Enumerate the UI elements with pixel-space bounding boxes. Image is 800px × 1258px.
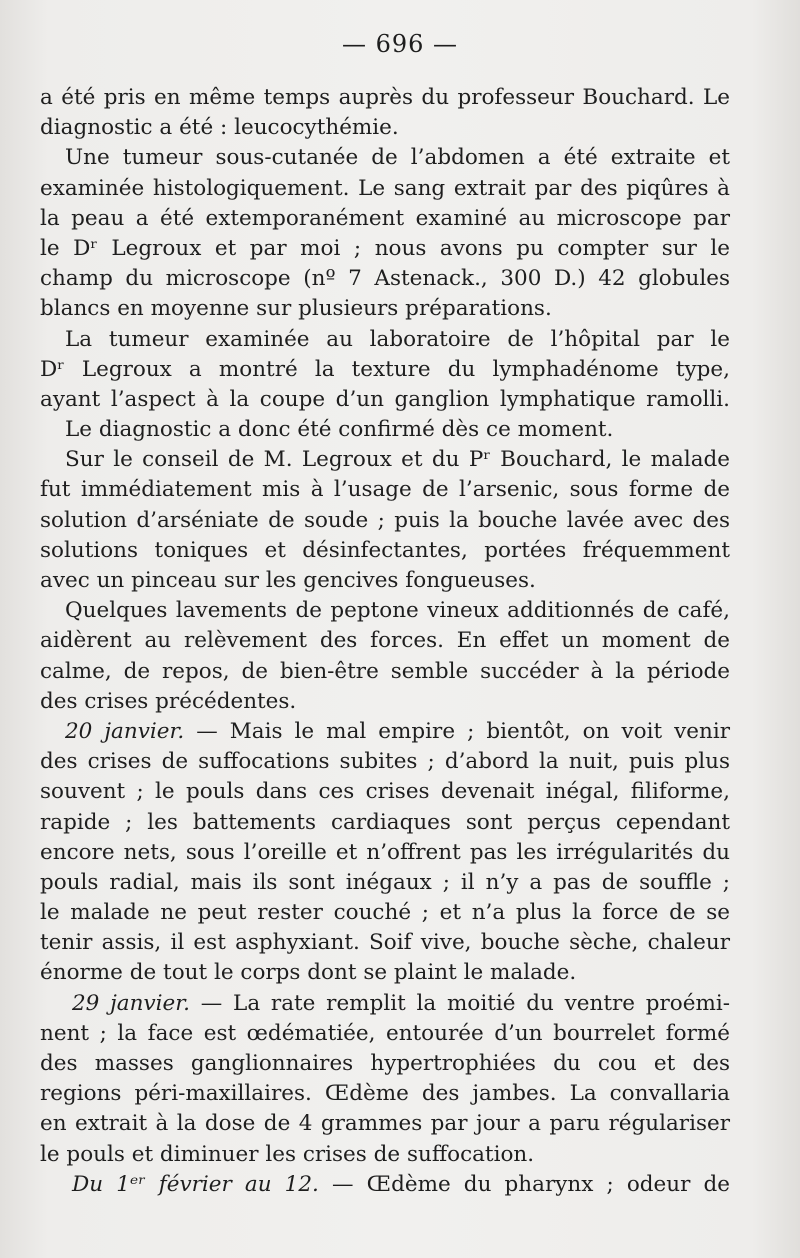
- line-text: nent ; la face est œdématiée, entourée d’un bourrelet formé: [40, 1020, 730, 1046]
- text-line: [40, 958, 730, 988]
- page-body-text: [40, 83, 730, 1200]
- line-text: Sur le conseil de M. Legroux et du Pʳ Bouchard, le malade: [65, 447, 730, 473]
- line-text: Le diagnostic a donc été confirmé dès ce moment.: [65, 417, 614, 443]
- line-text: des masses ganglionnaires hypertrophiées du cou et des: [40, 1051, 730, 1076]
- text-line: [40, 808, 730, 838]
- date-heading: Du 1ᵉʳ février au 12.: [72, 1171, 319, 1197]
- text-line: [40, 475, 730, 505]
- line-text: avec un pinceau sur les gencives fongueuses.: [40, 568, 536, 593]
- text-line: [40, 204, 730, 234]
- text-line: [40, 113, 730, 143]
- text-line: [40, 868, 730, 898]
- text-line: [40, 898, 730, 928]
- line-text: énorme de tout le corps dont se plaint le malade.: [40, 960, 577, 986]
- date-heading: 20 janvier.: [65, 718, 185, 744]
- text-line: [40, 294, 730, 324]
- line-text: Quelques lavements de peptone vineux additionnés de café,: [65, 598, 730, 624]
- text-line: [40, 325, 730, 355]
- text-line: [40, 989, 730, 1019]
- line-text: diagnostic a été : leucocythémie.: [40, 115, 399, 141]
- line-text: solution d’arséniate de soude ; puis la bouche lavée avec des: [40, 507, 730, 533]
- text-line: [40, 415, 730, 445]
- text-line: [40, 717, 730, 747]
- text-line: [40, 747, 730, 777]
- text-line: [40, 264, 730, 294]
- text-line: [40, 928, 730, 958]
- line-text: tenir assis, il est asphyxiant. Soif vive, bouche sèche, chaleur: [40, 930, 730, 956]
- line-text: pouls radial, mais ils sont inégaux ; il n’y a pas de souffle ;: [40, 869, 730, 895]
- line-text: encore nets, sous l’oreille et n’offrent pas les irrégularités du: [40, 839, 730, 865]
- text-line: [40, 777, 730, 807]
- line-text: examinée histologiquement. Le sang extrait par des piqûres à: [40, 175, 730, 201]
- line-text: le Dʳ Legroux et par moi ; nous avons pu compter sur le: [40, 235, 730, 261]
- text-line: [40, 1140, 730, 1170]
- line-text: aidèrent au relèvement des forces. En effet un moment de: [40, 628, 730, 654]
- line-text: des crises précédentes.: [40, 688, 297, 714]
- text-line: [40, 1170, 730, 1200]
- line-text: souvent ; le pouls dans ces crises devenait inégal, filiforme,: [40, 779, 730, 805]
- text-line: [40, 445, 730, 475]
- date-heading: 29 janvier.: [72, 990, 190, 1016]
- text-line: [40, 626, 730, 656]
- line-text: rapide ; les battements cardiaques sont perçus cependant: [40, 809, 730, 835]
- line-text: la peau a été extemporanément examiné au microscope par: [40, 205, 730, 231]
- text-line: [40, 1109, 730, 1139]
- page-number: — 696 —: [341, 30, 459, 58]
- line-text: Une tumeur sous-cutanée de l’abdomen a été extraite et: [65, 145, 730, 171]
- text-line: [40, 385, 730, 415]
- line-text: — Œdème du pharynx ; odeur de: [318, 1171, 731, 1197]
- line-text: a été pris en même temps auprès du professeur Bouchard. Le: [40, 85, 730, 110]
- line-text: ayant l’aspect à la coupe d’un ganglion lymphatique ramolli.: [40, 386, 730, 412]
- text-line: [40, 1049, 730, 1079]
- text-line: [40, 83, 730, 113]
- line-text: fut immédiatement mis à l’usage de l’arsenic, sous forme de: [40, 477, 730, 503]
- text-line: [40, 657, 730, 687]
- line-text: regions péri-maxillaires. Œdème des jambes. La convallaria: [40, 1081, 730, 1107]
- text-line: [40, 536, 730, 566]
- line-text: le malade ne peut rester couché ; et n’a plus la force de se: [40, 900, 730, 926]
- text-line: [40, 566, 730, 596]
- line-text: La tumeur examinée au laboratoire de l’hôpital par le: [65, 326, 730, 352]
- text-line: [40, 234, 730, 264]
- text-line: [40, 355, 730, 385]
- line-text: champ du microscope (nº 7 Astenack., 300 D.) 42 globules: [40, 266, 730, 292]
- line-text: Dʳ Legroux a montré la texture du lymphadénome type,: [40, 356, 730, 382]
- line-text: le pouls et diminuer les crises de suffocation.: [40, 1141, 535, 1167]
- line-text: — La rate remplit la moitié du ventre proémi-: [189, 990, 731, 1016]
- text-line: [40, 687, 730, 717]
- text-line: [40, 596, 730, 626]
- text-line: [40, 1079, 730, 1109]
- line-text: calme, de repos, de bien-être semble succéder à la période: [40, 658, 730, 684]
- line-text: solutions toniques et désinfectantes, portées fréquemment: [40, 537, 730, 563]
- line-text: des crises de suffocations subites ; d’abord la nuit, puis plus: [40, 749, 730, 775]
- text-line: [40, 174, 730, 204]
- line-text: blancs en moyenne sur plusieurs préparations.: [40, 296, 552, 322]
- text-line: [40, 838, 730, 868]
- text-line: [40, 506, 730, 536]
- text-line: [40, 1019, 730, 1049]
- line-text: — Mais le mal empire ; bientôt, on voit venir: [184, 718, 730, 744]
- text-line: [40, 143, 730, 173]
- line-text: en extrait à la dose de 4 grammes par jour a paru régulariser: [40, 1111, 730, 1137]
